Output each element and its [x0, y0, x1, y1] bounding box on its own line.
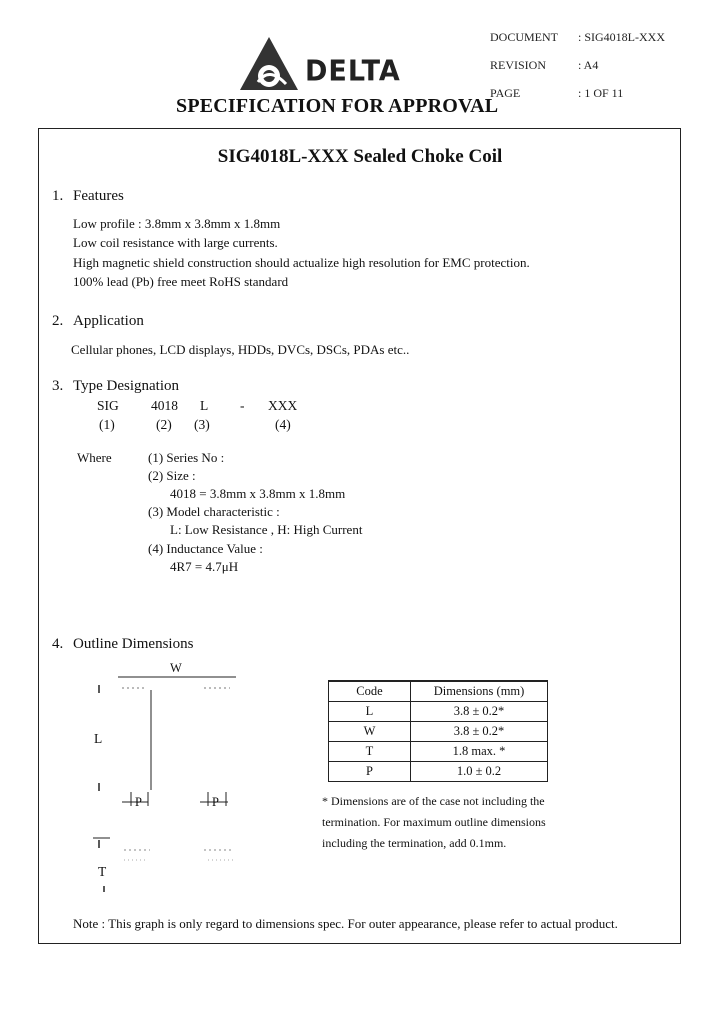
where-item: (1) Series No : [148, 450, 225, 465]
diagram-label-t: T [98, 864, 107, 879]
bottom-note: Note : This graph is only regard to dimensions spec. For outer appearance, please refer to actual product. [73, 916, 618, 931]
designation-index: (4) [275, 417, 291, 432]
section-features-heading [52, 188, 124, 205]
where-label: Where [77, 450, 112, 465]
section-number: 2. [52, 313, 64, 329]
table-row [329, 721, 548, 741]
section-number: 4. [52, 636, 64, 652]
feature-line: 100% lead (Pb) free meet RoHS standard [73, 274, 289, 289]
dimension-note: termination. For maximum outline dimensions [322, 815, 546, 829]
designation-part: L [200, 398, 209, 413]
diagram-label-p: P [135, 795, 142, 809]
section-number: 3. [52, 378, 64, 394]
dimension-note: including the termination, add 0.1mm. [322, 836, 507, 850]
meta-label: DOCUMENT [490, 30, 558, 44]
where-item: (2) Size : [148, 468, 196, 483]
designation-part: SIG [97, 398, 119, 413]
designation-index: (2) [156, 417, 172, 432]
table-cell: W [329, 721, 411, 741]
page-title: SIG4018L-XXX Sealed Choke Coil [217, 146, 503, 167]
meta-label: PAGE [490, 86, 521, 100]
meta-value: : 1 OF 11 [578, 86, 624, 100]
where-item: 4018 = 3.8mm x 3.8mm x 1.8mm [170, 486, 346, 501]
table-header-row [329, 681, 548, 701]
feature-line: Low profile : 3.8mm x 3.8mm x 1.8mm [73, 216, 281, 231]
logo-text: DELTA [305, 55, 401, 88]
table-header-cell: Code [329, 681, 411, 701]
section-type-designation-heading [52, 378, 179, 395]
section-application-heading [52, 313, 144, 330]
table-cell: 3.8 ± 0.2* [411, 721, 548, 741]
dimension-note: * Dimensions are of the case not including the [322, 794, 545, 808]
table-cell: T [329, 741, 411, 761]
section-title: Features [73, 188, 124, 204]
meta-value: : SIG4018L-XXX [578, 30, 665, 44]
meta-label: REVISION [490, 58, 546, 72]
where-item: 4R7 = 4.7μH [170, 559, 239, 574]
section-title: Application [73, 313, 144, 329]
meta-value: : A4 [578, 58, 599, 72]
section-number: 1. [52, 188, 64, 204]
table-cell: L [329, 701, 411, 721]
spec-title: SPECIFICATION FOR APPROVAL [176, 95, 499, 117]
designation-part: - [240, 398, 245, 413]
diagram-label-p: P [212, 795, 219, 809]
table-row [329, 741, 548, 761]
where-item: (3) Model characteristic : [148, 504, 280, 519]
dimensions-table [328, 680, 548, 782]
table-cell: P [329, 761, 411, 781]
designation-index: (3) [194, 417, 210, 432]
table-row [329, 701, 548, 721]
table-header-cell: Dimensions (mm) [411, 681, 548, 701]
designation-part: XXX [268, 398, 298, 413]
diagram-label-w: W [170, 661, 182, 675]
diagram-label-l: L [94, 731, 103, 746]
designation-index: (1) [99, 417, 115, 432]
section-outline-heading [52, 636, 193, 653]
feature-line: Low coil resistance with large currents. [73, 235, 278, 250]
application-text: Cellular phones, LCD displays, HDDs, DVCs, DSCs, PDAs etc.. [71, 342, 410, 357]
feature-line: High magnetic shield construction should actualize high resolution for EMC protection. [73, 255, 530, 270]
section-title: Type Designation [73, 378, 180, 394]
section-title: Outline Dimensions [73, 636, 194, 652]
designation-part: 4018 [151, 398, 178, 413]
where-item: L: Low Resistance , H: High Current [170, 522, 363, 537]
table-cell: 1.8 max. * [411, 741, 548, 761]
table-row [329, 761, 548, 781]
where-item: (4) Inductance Value : [148, 541, 263, 556]
table-cell: 3.8 ± 0.2* [411, 701, 548, 721]
table-cell: 1.0 ± 0.2 [411, 761, 548, 781]
outline-diagram [88, 660, 258, 900]
